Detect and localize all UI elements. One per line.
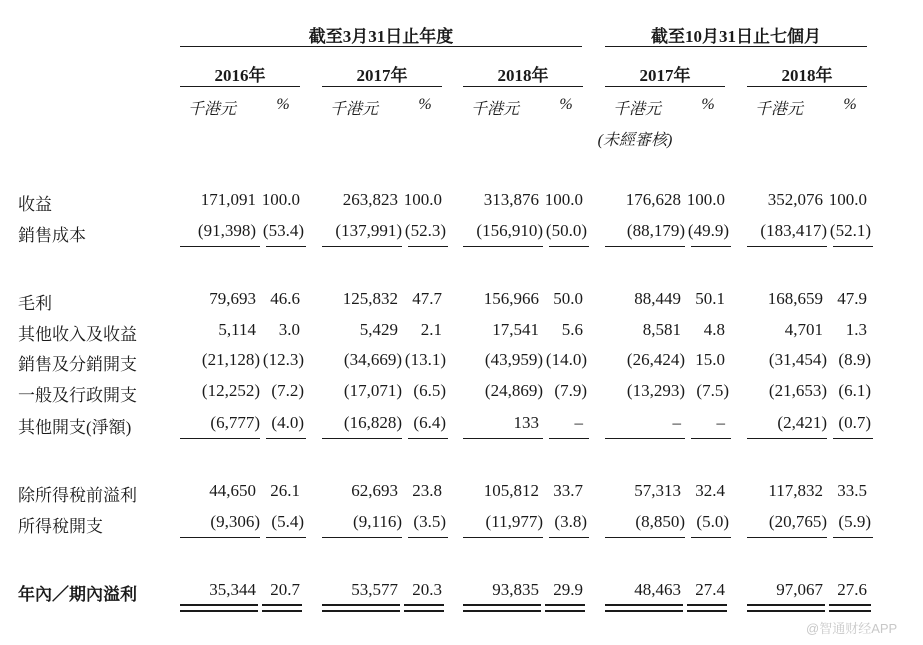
subtotal-rule [180,246,260,247]
table-cell: (7.9) [554,381,587,400]
table-cell-total: 20.7 [270,580,300,599]
unit-amount-header: 千港元 [612,101,661,118]
row-label-total: 年內／期內溢利 [18,585,137,604]
table-cell: (12.3) [262,350,304,369]
total-double-rule [545,610,585,612]
table-cell: – [716,413,725,432]
table-cell: 17,541 [492,320,539,339]
year-underline [605,86,725,87]
table-cell: 62,693 [351,481,398,500]
table-cell: 168,659 [767,289,823,308]
subtotal-rule [691,438,731,439]
subtotal-rule [605,438,685,439]
unit-percent-header: % [418,96,432,113]
table-cell: 15.0 [695,350,725,369]
table-cell: (43,959) [484,350,543,369]
table-cell: (88,179) [626,221,685,240]
row-label: 收益 [18,195,52,214]
table-cell: 33.5 [837,481,867,500]
group-underline [605,46,867,47]
table-cell-total: 20.3 [412,580,442,599]
table-cell: (91,398) [197,221,256,240]
table-cell-total: 27.6 [837,580,867,599]
table-cell: – [672,413,681,432]
table-cell: – [574,413,583,432]
subtotal-rule [463,246,543,247]
table-cell: (24,869) [484,381,543,400]
total-double-rule [180,610,258,612]
total-double-rule [687,610,727,612]
unit-amount-header: 千港元 [329,101,378,118]
watermark: @智通财经APP [806,621,898,636]
year-header: 2016年 [214,66,266,85]
table-cell: 33.7 [553,481,583,500]
table-cell: 105,812 [483,481,539,500]
table-cell: 57,313 [634,481,681,500]
table-cell: 100.0 [403,190,442,209]
total-double-rule [262,610,302,612]
table-cell: 3.0 [278,320,300,339]
table-cell: 32.4 [695,481,725,500]
table-cell: (137,991) [335,221,402,240]
table-cell: 47.9 [837,289,867,308]
year-header: 2017年 [356,66,408,85]
table-cell: 2.1 [420,320,442,339]
total-double-rule [463,610,541,612]
table-cell-total: 48,463 [634,580,681,599]
table-cell: 117,832 [768,481,823,500]
subtotal-rule [266,438,306,439]
unaudited-note: (未經審核) [597,132,673,149]
row-label: 除所得稅前溢利 [18,486,137,505]
subtotal-rule [408,438,448,439]
group-underline [180,46,582,47]
subtotal-rule [463,537,543,538]
table-cell: (156,910) [476,221,543,240]
total-double-rule [605,604,683,606]
subtotal-rule [691,246,731,247]
table-cell: (2,421) [777,413,827,432]
row-label: 一般及行政開支 [18,386,137,405]
table-cell: (17,071) [343,381,402,400]
unit-percent-header: % [843,96,857,113]
table-cell: (34,669) [343,350,402,369]
total-double-rule [262,604,302,606]
subtotal-rule [747,537,827,538]
table-cell: 46.6 [270,289,300,308]
unit-amount-header: 千港元 [470,101,519,118]
table-cell: (5.0) [696,512,729,531]
table-cell: 23.8 [412,481,442,500]
total-double-rule [322,610,400,612]
subtotal-rule [549,537,589,538]
table-cell: (183,417) [760,221,827,240]
table-cell: (26,424) [626,350,685,369]
table-cell: 44,650 [209,481,256,500]
table-cell: (0.7) [838,413,871,432]
table-cell: (7.5) [696,381,729,400]
subtotal-rule [549,438,589,439]
year-underline [322,86,442,87]
total-double-rule [747,604,825,606]
subtotal-rule [180,438,260,439]
row-label: 毛利 [18,294,52,313]
unit-percent-header: % [559,96,573,113]
subtotal-rule [322,438,402,439]
year-underline [180,86,300,87]
row-label: 銷售及分銷開支 [18,355,137,374]
subtotal-rule [691,537,731,538]
subtotal-rule [605,246,685,247]
year-header: 2017年 [639,66,691,85]
table-cell: (3.8) [554,512,587,531]
table-cell: 50.0 [553,289,583,308]
table-cell: 313,876 [483,190,539,209]
table-cell: 88,449 [634,289,681,308]
table-cell: 5,114 [218,320,256,339]
table-cell-total: 27.4 [695,580,725,599]
table-cell: 171,091 [200,190,256,209]
table-cell: (49.9) [687,221,729,240]
subtotal-rule [266,246,306,247]
table-cell: 156,966 [483,289,539,308]
subtotal-rule [408,537,448,538]
table-cell-total: 97,067 [776,580,823,599]
table-cell: (21,653) [768,381,827,400]
table-cell: (3.5) [413,512,446,531]
subtotal-rule [549,246,589,247]
table-cell: (6.1) [838,381,871,400]
table-cell: (52.3) [404,221,446,240]
total-double-rule [687,604,727,606]
table-cell: 100.0 [544,190,583,209]
subtotal-rule [322,537,402,538]
table-cell: (50.0) [545,221,587,240]
table-cell: 1.3 [845,320,867,339]
total-double-rule [829,610,871,612]
subtotal-rule [747,246,827,247]
total-double-rule [322,604,400,606]
total-double-rule [404,610,444,612]
table-cell: (6,777) [210,413,260,432]
table-cell: (9,306) [210,512,260,531]
table-cell: 100.0 [828,190,867,209]
subtotal-rule [833,246,873,247]
table-cell: (14.0) [545,350,587,369]
table-cell: 4,701 [784,320,823,339]
table-cell: (52.1) [829,221,871,240]
subtotal-rule [463,438,543,439]
table-cell: 50.1 [695,289,725,308]
table-cell: (13.1) [404,350,446,369]
year-header: 2018年 [781,66,833,85]
total-double-rule [463,604,541,606]
table-cell: (20,765) [768,512,827,531]
year-underline [463,86,583,87]
table-cell: 263,823 [342,190,398,209]
subtotal-rule [266,537,306,538]
table-cell-total: 35,344 [209,580,256,599]
row-label: 其他收入及收益 [18,325,137,344]
table-cell-total: 93,835 [492,580,539,599]
table-cell: (53.4) [262,221,304,240]
table-cell: 100.0 [686,190,725,209]
table-cell: 26.1 [270,481,300,500]
table-cell: 176,628 [625,190,681,209]
year-underline [747,86,867,87]
unit-percent-header: % [276,96,290,113]
table-cell: (5.9) [838,512,871,531]
table-cell: 4.8 [703,320,725,339]
subtotal-rule [322,246,402,247]
group-header-fiscal-year: 截至3月31日止年度 [308,27,454,46]
table-cell: 8,581 [642,320,681,339]
subtotal-rule [408,246,448,247]
table-cell: (9,116) [353,512,402,531]
table-cell-total: 53,577 [351,580,398,599]
table-cell: 5.6 [561,320,583,339]
unit-percent-header: % [701,96,715,113]
unit-amount-header: 千港元 [187,101,236,118]
table-cell: (16,828) [343,413,402,432]
row-label: 銷售成本 [18,226,86,245]
table-cell: (21,128) [201,350,260,369]
row-label: 所得稅開支 [18,517,103,536]
group-header-seven-months: 截至10月31日止七個月 [651,27,821,46]
subtotal-rule [833,537,873,538]
table-cell: 133 [513,413,539,432]
total-double-rule [180,604,258,606]
subtotal-rule [180,537,260,538]
table-cell: (6.5) [413,381,446,400]
table-cell: 5,429 [359,320,398,339]
total-double-rule [404,604,444,606]
row-label: 其他開支(淨額) [18,418,132,437]
table-cell: 47.7 [412,289,442,308]
table-cell: (11,977) [485,512,543,531]
total-double-rule [747,610,825,612]
table-cell: (6.4) [413,413,446,432]
total-double-rule [829,604,871,606]
total-double-rule [545,604,585,606]
table-cell: (7.2) [271,381,304,400]
table-cell: (8,850) [635,512,685,531]
total-double-rule [605,610,683,612]
subtotal-rule [833,438,873,439]
table-cell: (13,293) [626,381,685,400]
table-cell: 79,693 [209,289,256,308]
table-cell: (4.0) [271,413,304,432]
table-cell: 352,076 [767,190,823,209]
table-cell: 125,832 [342,289,398,308]
subtotal-rule [605,537,685,538]
table-cell: 100.0 [261,190,300,209]
table-cell-total: 29.9 [553,580,583,599]
unit-amount-header: 千港元 [754,101,803,118]
subtotal-rule [747,438,827,439]
year-header: 2018年 [497,66,549,85]
table-cell: (8.9) [838,350,871,369]
table-cell: (12,252) [201,381,260,400]
table-cell: (5.4) [271,512,304,531]
table-cell: (31,454) [768,350,827,369]
